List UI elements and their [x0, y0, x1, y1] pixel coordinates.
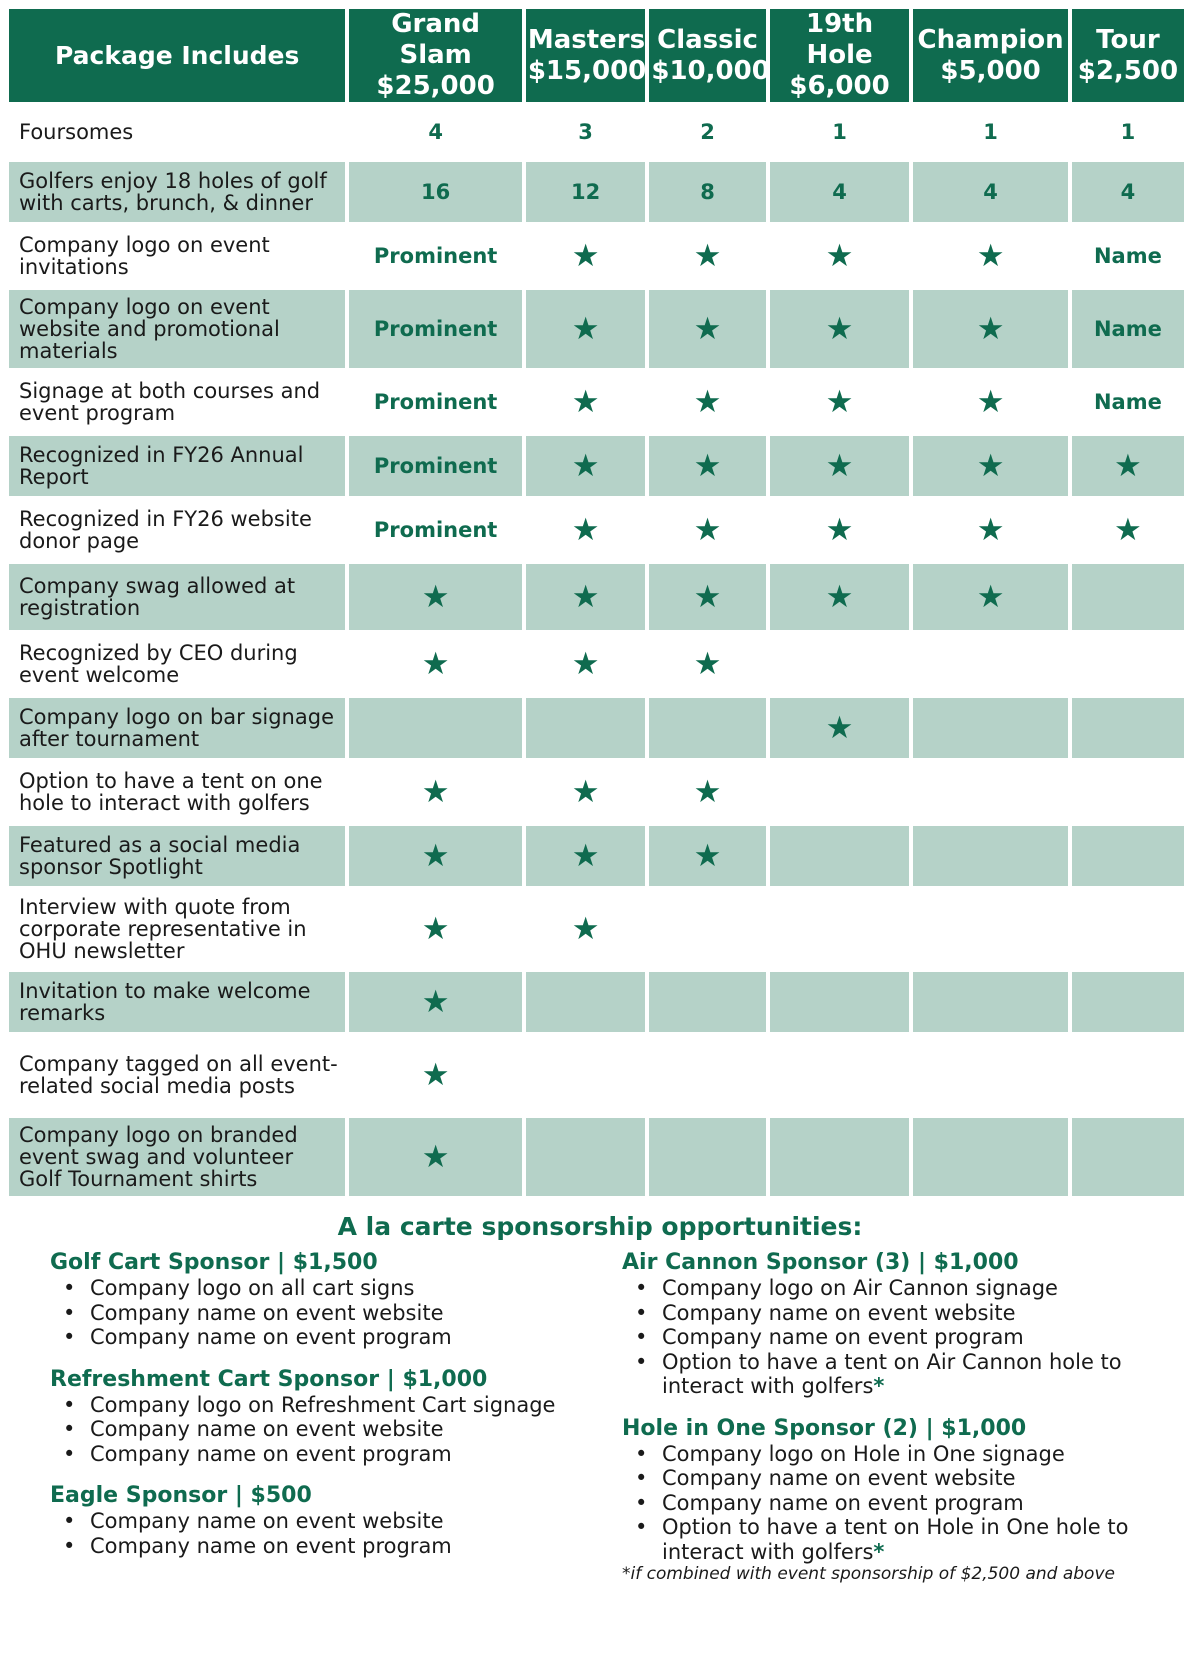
tier-price: $10,000 — [651, 55, 770, 86]
empty-cell — [1072, 634, 1184, 694]
table-body — [9, 106, 1184, 1196]
sponsor-option — [622, 1250, 1192, 1399]
star-icon: ★ — [770, 564, 910, 630]
empty-cell — [913, 1118, 1067, 1196]
benefit-value: 4 — [913, 162, 1067, 222]
star-icon: ★ — [571, 512, 600, 548]
benefit-value: Name — [1093, 390, 1162, 414]
list-item-text: Company name on event program — [90, 1325, 452, 1349]
star-icon: ★ — [349, 564, 521, 630]
benefit-label: Company logo on bar signage after tournament — [9, 698, 345, 758]
empty-cell — [1072, 826, 1184, 886]
list-item-text: Company name on event website — [662, 1300, 1016, 1325]
tier-name: 19th Hole — [805, 9, 874, 70]
benefit-label: Company logo on event invitations — [19, 233, 270, 279]
empty-cell — [526, 972, 646, 1032]
list-item — [50, 1325, 590, 1350]
star-icon: ★ — [421, 1057, 450, 1093]
star-icon: ★ — [649, 826, 765, 886]
package-includes-header: Package Includes — [9, 9, 345, 102]
table-row — [9, 106, 1184, 158]
empty-cell — [913, 890, 1067, 968]
benefit-value: 4 — [770, 162, 910, 222]
sponsor-benefit-list — [50, 1276, 590, 1350]
benefit-value: 1 — [832, 120, 847, 144]
benefit-value: 4 — [1072, 162, 1184, 222]
star-icon: ★ — [693, 646, 722, 682]
empty-cell — [526, 1118, 646, 1196]
empty-cell — [913, 1036, 1067, 1114]
list-item — [622, 1325, 1192, 1350]
table-row — [9, 372, 1184, 432]
star-icon: ★ — [913, 290, 1067, 368]
star-icon: ★ — [825, 384, 854, 420]
tier-price: $2,500 — [1077, 55, 1179, 86]
sponsor-benefit-list — [50, 1393, 590, 1467]
empty-cell — [1072, 698, 1184, 758]
star-icon: ★ — [913, 436, 1067, 496]
list-item — [50, 1417, 590, 1442]
list-item-text: Company name on event website — [662, 1466, 1016, 1490]
table-row — [9, 564, 1184, 630]
list-item — [50, 1393, 590, 1418]
star-icon: ★ — [526, 290, 646, 368]
tier-price: $15,000 — [527, 55, 647, 86]
sponsor-option-title: Refreshment Cart Sponsor | $1,000 — [50, 1366, 488, 1392]
list-item — [622, 1301, 1192, 1326]
list-item — [622, 1276, 1192, 1301]
table-row — [9, 436, 1184, 496]
asterisk-marker: * — [873, 1539, 885, 1564]
table-row — [9, 826, 1184, 886]
benefit-label: Signage at both courses and event program — [19, 379, 321, 425]
star-icon: ★ — [913, 564, 1067, 630]
star-icon: ★ — [649, 436, 765, 496]
star-icon: ★ — [421, 911, 450, 947]
benefit-value: 3 — [578, 120, 593, 144]
tier-name: Champion — [917, 24, 1064, 55]
empty-cell — [649, 972, 765, 1032]
benefit-value: 16 — [349, 162, 521, 222]
list-item-text: Company name on event program — [90, 1441, 452, 1466]
empty-cell — [649, 1036, 765, 1114]
benefit-label: Featured as a social media sponsor Spotlight — [9, 826, 345, 886]
table-row — [9, 290, 1184, 368]
sponsor-option-title: Golf Cart Sponsor | $1,500 — [50, 1250, 378, 1275]
list-item — [622, 1442, 1192, 1467]
benefit-value: 12 — [526, 162, 646, 222]
list-item — [50, 1534, 590, 1559]
star-icon: ★ — [571, 646, 600, 682]
star-icon: ★ — [693, 238, 722, 274]
star-icon: ★ — [770, 698, 910, 758]
benefit-value: 1 — [1120, 120, 1136, 144]
sponsor-option-title: Eagle Sponsor | $500 — [50, 1483, 312, 1508]
list-item — [622, 1515, 1192, 1564]
star-icon: ★ — [526, 564, 646, 630]
table-row — [9, 226, 1184, 286]
star-icon: ★ — [1114, 512, 1142, 548]
tier-name: Classic — [657, 24, 758, 55]
benefit-label: Recognized by CEO during event welcome — [19, 641, 298, 687]
benefit-label: Recognized in FY26 Annual Report — [9, 436, 345, 496]
empty-cell — [349, 698, 521, 758]
star-icon: ★ — [349, 1118, 521, 1196]
table-row — [9, 1036, 1184, 1114]
star-icon: ★ — [770, 290, 910, 368]
benefit-value: Prominent — [349, 436, 521, 496]
benefit-value: Prominent — [373, 244, 498, 268]
star-icon: ★ — [976, 512, 1005, 548]
star-icon: ★ — [421, 646, 450, 682]
sponsorship-package-table — [5, 5, 1188, 1200]
table-row — [9, 500, 1184, 560]
list-item — [50, 1301, 590, 1326]
tier-header-classic — [649, 9, 770, 102]
empty-cell — [649, 698, 765, 758]
star-icon: ★ — [693, 512, 722, 548]
star-icon: ★ — [526, 436, 646, 496]
tier-header-tour — [1072, 9, 1184, 102]
star-icon: ★ — [693, 774, 722, 810]
empty-cell — [770, 634, 910, 694]
list-item-text: Company logo on Refreshment Cart signage — [90, 1392, 556, 1417]
sponsor-option-title: Hole in One Sponsor (2) | $1,000 — [622, 1415, 1027, 1441]
list-item — [50, 1442, 590, 1467]
star-icon: ★ — [649, 290, 765, 368]
star-icon: ★ — [571, 384, 600, 420]
tier-header-19th-hole — [770, 9, 910, 102]
list-item — [622, 1466, 1192, 1491]
star-icon: ★ — [976, 238, 1005, 274]
benefit-label: Golfers enjoy 18 holes of golf with carts, brunch, & dinner — [9, 162, 345, 222]
alacarte-right-column — [622, 1250, 1192, 1584]
empty-cell — [770, 972, 910, 1032]
empty-cell — [770, 762, 910, 822]
list-item-text: Company logo on all cart signs — [90, 1276, 415, 1300]
empty-cell — [913, 634, 1067, 694]
benefit-value: 2 — [700, 120, 715, 144]
star-icon: ★ — [421, 774, 450, 810]
empty-cell — [649, 890, 765, 968]
star-icon: ★ — [1072, 436, 1184, 496]
tier-price: $5,000 — [940, 55, 1041, 86]
empty-cell — [770, 890, 910, 968]
list-item-text: Company logo on Air Cannon signage — [662, 1276, 1058, 1300]
star-icon: ★ — [571, 774, 600, 810]
list-item — [622, 1491, 1192, 1516]
benefit-label: Foursomes — [19, 120, 134, 144]
empty-cell — [1072, 972, 1184, 1032]
sponsor-benefit-list — [622, 1442, 1192, 1565]
benefit-value: 8 — [649, 162, 765, 222]
table-row — [9, 890, 1184, 968]
list-item — [50, 1509, 590, 1534]
benefit-value: Prominent — [373, 390, 498, 414]
list-item — [50, 1276, 590, 1301]
list-item-text: Company name on event program — [662, 1490, 1024, 1515]
empty-cell — [1072, 762, 1184, 822]
benefit-value: Name — [1072, 290, 1184, 368]
table-row — [9, 634, 1184, 694]
table-row — [9, 972, 1184, 1032]
benefit-label: Recognized in FY26 website donor page — [19, 507, 312, 553]
empty-cell — [913, 762, 1067, 822]
asterisk-marker: * — [873, 1374, 885, 1398]
sponsor-option — [50, 1367, 590, 1467]
empty-cell — [1072, 890, 1184, 968]
star-icon: ★ — [770, 436, 910, 496]
tier-name: Grand Slam — [391, 9, 481, 70]
star-icon: ★ — [571, 238, 600, 274]
star-icon: ★ — [571, 911, 600, 947]
sponsor-option — [622, 1416, 1192, 1565]
empty-cell — [913, 698, 1067, 758]
list-item-text: Company name on event program — [662, 1325, 1024, 1349]
list-item-text: Company name on event website — [90, 1417, 444, 1441]
tier-price: $25,000 — [376, 71, 495, 101]
star-icon: ★ — [649, 564, 765, 630]
sponsor-benefit-list — [50, 1509, 590, 1558]
star-icon: ★ — [349, 826, 521, 886]
benefit-label: Invitation to make welcome remarks — [9, 972, 345, 1032]
empty-cell — [1072, 1118, 1184, 1196]
star-icon: ★ — [349, 972, 521, 1032]
table-row — [9, 698, 1184, 758]
tier-header-champion — [913, 9, 1067, 102]
list-item-text: Company name on event website — [90, 1509, 444, 1533]
sponsor-option — [50, 1483, 590, 1558]
benefit-label: Interview with quote from corporate representative in OHU newsletter — [19, 895, 307, 963]
empty-cell — [526, 698, 646, 758]
list-item — [622, 1350, 1192, 1399]
benefit-value: Prominent — [373, 518, 498, 542]
star-icon: ★ — [976, 384, 1005, 420]
footnote: *if combined with event sponsorship of $2,500 and above — [622, 1564, 1115, 1584]
star-icon: ★ — [526, 826, 646, 886]
empty-cell — [770, 826, 910, 886]
benefit-value: 4 — [428, 120, 443, 144]
star-icon: ★ — [693, 384, 722, 420]
tier-price: $6,000 — [789, 71, 890, 101]
table-row — [9, 762, 1184, 822]
list-item-text: Option to have a tent on Air Cannon hole to interact with golfers — [662, 1349, 1122, 1398]
benefit-value: Prominent — [349, 290, 521, 368]
alacarte-left-column — [50, 1250, 590, 1575]
table-row — [9, 162, 1184, 222]
list-item-text: Option to have a tent on Hole in One hole to interact with golfers — [662, 1515, 1129, 1564]
tier-header-grand-slam — [349, 9, 521, 102]
alacarte-title: A la carte sponsorship opportunities: — [337, 1212, 863, 1241]
table-row — [9, 1118, 1184, 1196]
empty-cell — [649, 1118, 765, 1196]
star-icon: ★ — [825, 238, 854, 274]
tier-name: Masters — [527, 24, 646, 55]
benefit-label: Company swag allowed at registration — [9, 564, 345, 630]
empty-cell — [770, 1118, 910, 1196]
sponsor-option — [50, 1250, 590, 1350]
benefit-label: Company logo on branded event swag and volunteer Golf Tournament shirts — [9, 1118, 345, 1196]
list-item-text: Company name on event program — [90, 1533, 452, 1558]
empty-cell — [1072, 1036, 1184, 1114]
empty-cell — [1072, 564, 1184, 630]
tier-header-masters — [526, 9, 646, 102]
table-header-row — [9, 9, 1184, 102]
empty-cell — [770, 1036, 910, 1114]
empty-cell — [913, 972, 1067, 1032]
benefit-label: Option to have a tent on one hole to interact with golfers — [19, 769, 323, 815]
benefit-label: Company logo on event website and promotional materials — [9, 290, 345, 368]
empty-cell — [526, 1036, 646, 1114]
empty-cell — [913, 826, 1067, 886]
sponsor-benefit-list — [622, 1276, 1192, 1399]
list-item-text: Company logo on Hole in One signage — [662, 1441, 1065, 1466]
star-icon: ★ — [825, 512, 854, 548]
benefit-label: Company tagged on all event-related social media posts — [19, 1052, 338, 1098]
tier-name: Tour — [1096, 24, 1160, 55]
benefit-value: Name — [1093, 244, 1162, 268]
list-item-text: Company name on event website — [90, 1300, 444, 1325]
benefit-value: 1 — [983, 120, 998, 144]
sponsor-option-title: Air Cannon Sponsor (3) | $1,000 — [622, 1250, 1019, 1275]
